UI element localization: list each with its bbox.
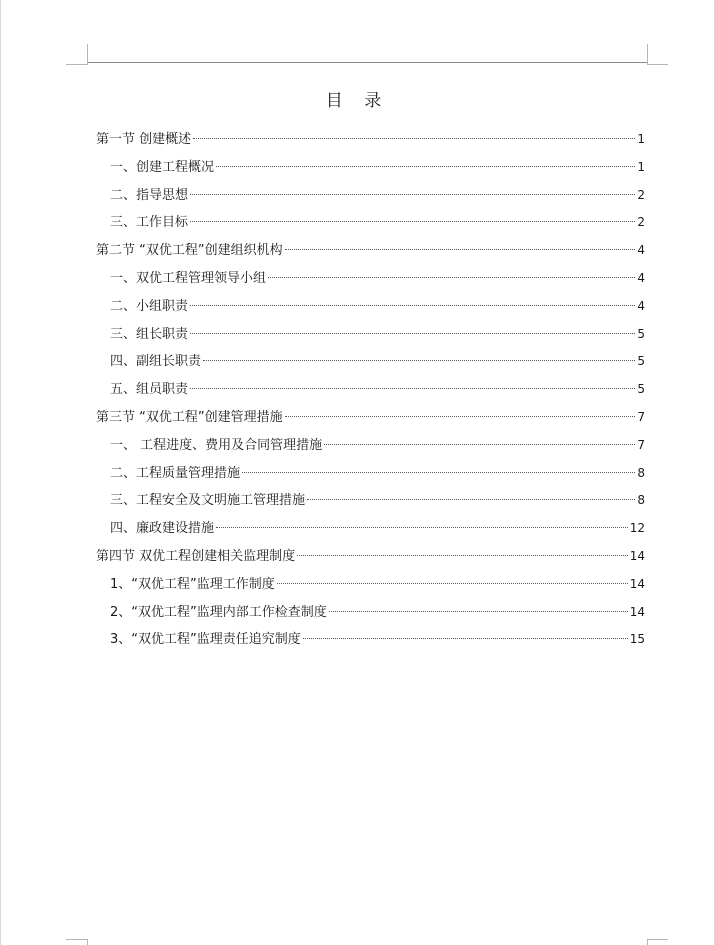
toc-page-number: 5 bbox=[637, 382, 645, 397]
toc-page-number: 4 bbox=[637, 243, 645, 258]
toc-dot-leader bbox=[190, 333, 635, 334]
toc-entry[interactable] bbox=[96, 237, 645, 265]
toc-entry[interactable] bbox=[96, 126, 645, 154]
toc-entry-text: 1、“双优工程”监理工作制度 bbox=[110, 576, 275, 592]
crop-mark-bottom-right-v bbox=[647, 939, 648, 945]
toc-entry[interactable] bbox=[96, 209, 645, 237]
toc-entry[interactable] bbox=[96, 348, 645, 376]
toc-entry[interactable] bbox=[96, 432, 645, 460]
toc-page-number: 5 bbox=[637, 354, 645, 369]
toc-page-number: 8 bbox=[637, 465, 645, 480]
crop-mark-bottom-left-h bbox=[66, 939, 88, 940]
toc-entry-text: 第四节 双优工程创建相关监理制度 bbox=[96, 548, 296, 564]
crop-mark-bottom-left-v bbox=[87, 939, 88, 945]
header-line bbox=[88, 62, 647, 63]
toc-dot-leader bbox=[307, 499, 635, 500]
toc-dot-leader bbox=[285, 249, 636, 250]
toc-dot-leader bbox=[242, 472, 635, 473]
toc-entry-text: 二、小组职责 bbox=[110, 298, 189, 314]
toc-page-number: 15 bbox=[629, 632, 645, 647]
table-of-contents bbox=[96, 126, 645, 654]
toc-entry[interactable] bbox=[96, 515, 645, 543]
toc-entry-text: 一、 工程进度、费用及合同管理措施 bbox=[110, 437, 323, 453]
toc-page-number: 1 bbox=[637, 159, 645, 174]
toc-dot-leader bbox=[277, 583, 628, 584]
page-left-edge bbox=[0, 0, 1, 945]
toc-entry[interactable] bbox=[96, 154, 645, 182]
toc-entry-text: 2、“双优工程”监理内部工作检查制度 bbox=[110, 604, 327, 620]
toc-entry[interactable] bbox=[96, 265, 645, 293]
toc-page-number: 7 bbox=[637, 437, 645, 452]
toc-entry-text: 二、工程质量管理措施 bbox=[110, 465, 241, 481]
toc-dot-leader bbox=[216, 527, 628, 528]
toc-entry[interactable] bbox=[96, 404, 645, 432]
toc-dot-leader bbox=[190, 305, 635, 306]
crop-mark-top-right-v bbox=[647, 44, 648, 65]
toc-dot-leader bbox=[190, 388, 635, 389]
toc-entry[interactable] bbox=[96, 571, 645, 599]
toc-page-number: 14 bbox=[629, 604, 645, 619]
toc-entry-text: 第二节 “双优工程”创建组织机构 bbox=[96, 243, 283, 259]
toc-entry-text: 五、组员职责 bbox=[110, 382, 189, 398]
toc-page-number: 4 bbox=[637, 270, 645, 285]
toc-dot-leader bbox=[268, 277, 635, 278]
toc-title: 目 录 bbox=[325, 91, 390, 111]
toc-entry[interactable] bbox=[96, 543, 645, 571]
toc-entry-text: 四、副组长职责 bbox=[110, 354, 202, 370]
toc-entry[interactable] bbox=[96, 376, 645, 404]
toc-dot-leader bbox=[190, 194, 635, 195]
toc-dot-leader bbox=[297, 555, 628, 556]
toc-page-number: 12 bbox=[629, 521, 645, 536]
toc-dot-leader bbox=[216, 166, 635, 167]
toc-entry-text: 二、指导思想 bbox=[110, 187, 189, 203]
toc-entry-text: 三、工作目标 bbox=[110, 215, 189, 231]
toc-entry[interactable] bbox=[96, 293, 645, 321]
toc-dot-leader bbox=[285, 416, 636, 417]
toc-page-number: 7 bbox=[637, 409, 645, 424]
toc-entry-text: 一、双优工程管理领导小组 bbox=[110, 270, 267, 286]
toc-page-number: 14 bbox=[629, 548, 645, 563]
toc-page-number: 8 bbox=[637, 493, 645, 508]
toc-entry[interactable] bbox=[96, 487, 645, 515]
toc-entry-text: 第三节 “双优工程”创建管理措施 bbox=[96, 409, 283, 425]
toc-dot-leader bbox=[324, 444, 635, 445]
toc-entry-text: 第一节 创建概述 bbox=[96, 132, 192, 147]
toc-dot-leader bbox=[193, 138, 635, 139]
crop-mark-top-left-h bbox=[66, 64, 88, 65]
toc-page-number: 5 bbox=[637, 326, 645, 341]
toc-dot-leader bbox=[329, 611, 628, 612]
toc-entry[interactable] bbox=[96, 182, 645, 210]
toc-entry[interactable] bbox=[96, 460, 645, 488]
toc-page-number: 1 bbox=[637, 132, 645, 146]
toc-dot-leader bbox=[203, 360, 635, 361]
toc-entry-text: 三、工程安全及文明施工管理措施 bbox=[110, 493, 306, 509]
toc-page-number: 2 bbox=[637, 215, 645, 230]
toc-entry[interactable] bbox=[96, 599, 645, 627]
crop-mark-top-right-h bbox=[647, 64, 668, 65]
toc-entry-text: 一、创建工程概况 bbox=[110, 159, 215, 175]
toc-page-number: 2 bbox=[637, 187, 645, 202]
toc-page-number: 14 bbox=[629, 576, 645, 591]
toc-entry-text: 四、廉政建设措施 bbox=[110, 521, 215, 537]
toc-entry[interactable] bbox=[96, 321, 645, 349]
crop-mark-bottom-right-h bbox=[647, 939, 668, 940]
toc-entry[interactable] bbox=[96, 626, 645, 654]
toc-dot-leader bbox=[190, 221, 635, 222]
toc-dot-leader bbox=[303, 638, 628, 639]
toc-entry-text: 3、“双优工程”监理责任追究制度 bbox=[110, 632, 301, 648]
toc-page-number: 4 bbox=[637, 298, 645, 313]
toc-entry-text: 三、组长职责 bbox=[110, 326, 189, 342]
